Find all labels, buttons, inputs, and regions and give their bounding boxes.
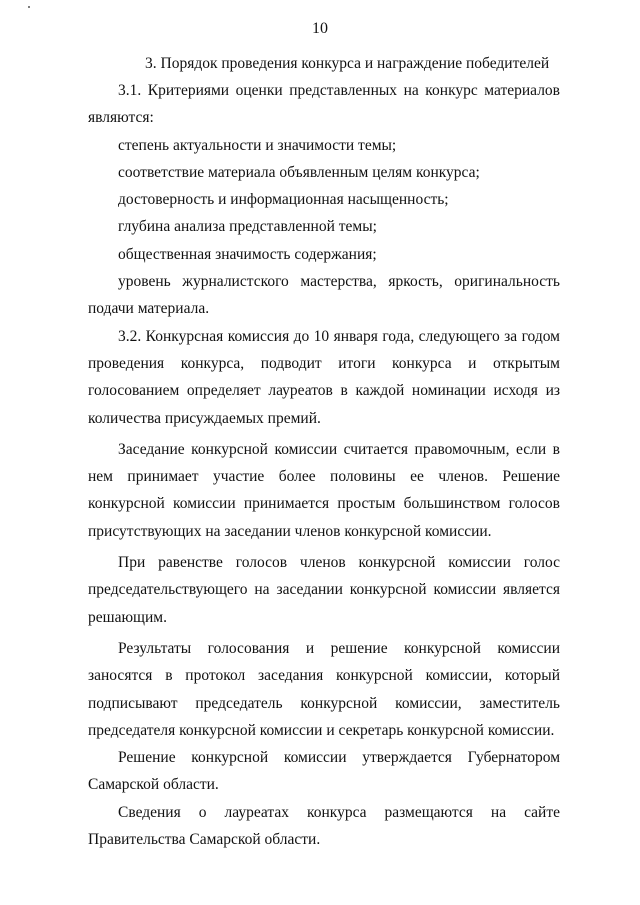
paragraph-approval: Решение конкурсной комиссии утверждается Губернатором Самарской области. xyxy=(88,749,560,794)
criterion-significance: общественная значимость содержания; xyxy=(118,245,377,263)
criterion-goals: соответствие материала объявленным целям конкурса; xyxy=(118,163,480,181)
paragraph-tie-vote: При равенстве голосов членов конкурсной комиссии голос председательствующего на заседании конкурсной комиссии является решающим. xyxy=(88,554,560,626)
paragraph-quorum: Заседание конкурсной комиссии считается правомочным, если в нем принимает участие более половины ее членов. Решение конкурсной комиссии принимается простым большинством голосов присутствующих на заседании членов конкурсной комиссии. xyxy=(88,440,560,540)
page-number: 10 xyxy=(312,20,328,37)
document-body xyxy=(88,77,560,853)
criterion-mastery: уровень журналистского мастерства, яркость, оригинальность подачи материала. xyxy=(88,273,560,318)
paragraph-3-1: 3.1. Критериями оценки представленных на конкурс материалов являются: xyxy=(88,82,560,127)
criterion-relevance: степень актуальности и значимости темы; xyxy=(118,136,397,154)
scan-speck xyxy=(28,6,30,8)
criterion-depth: глубина анализа представленной темы; xyxy=(118,218,377,236)
paragraph-publication: Сведения о лауреатах конкурса размещаются на сайте Правительства Самарской области. xyxy=(88,803,560,849)
section-heading: 3. Порядок проведения конкурса и награждение победителей xyxy=(145,55,550,72)
criterion-reliability: достоверность и информационная насыщенность; xyxy=(118,191,449,209)
paragraph-protocol: Результаты голосования и решение конкурсной комиссии заносятся в протокол заседания конкурсной комиссии, который подписывают председатель конкурсной комиссии, заместитель председателя конкурсной комиссии и секретарь конкурсной комиссии. xyxy=(88,639,560,739)
paragraph-3-2: 3.2. Конкурсная комиссия до 10 января года, следующего за годом проведения конкурса, подводит итоги конкурса и открытым голосованием определяет лауреатов в каждой номинации исходя из количества присуждаемых премий. xyxy=(88,327,560,427)
